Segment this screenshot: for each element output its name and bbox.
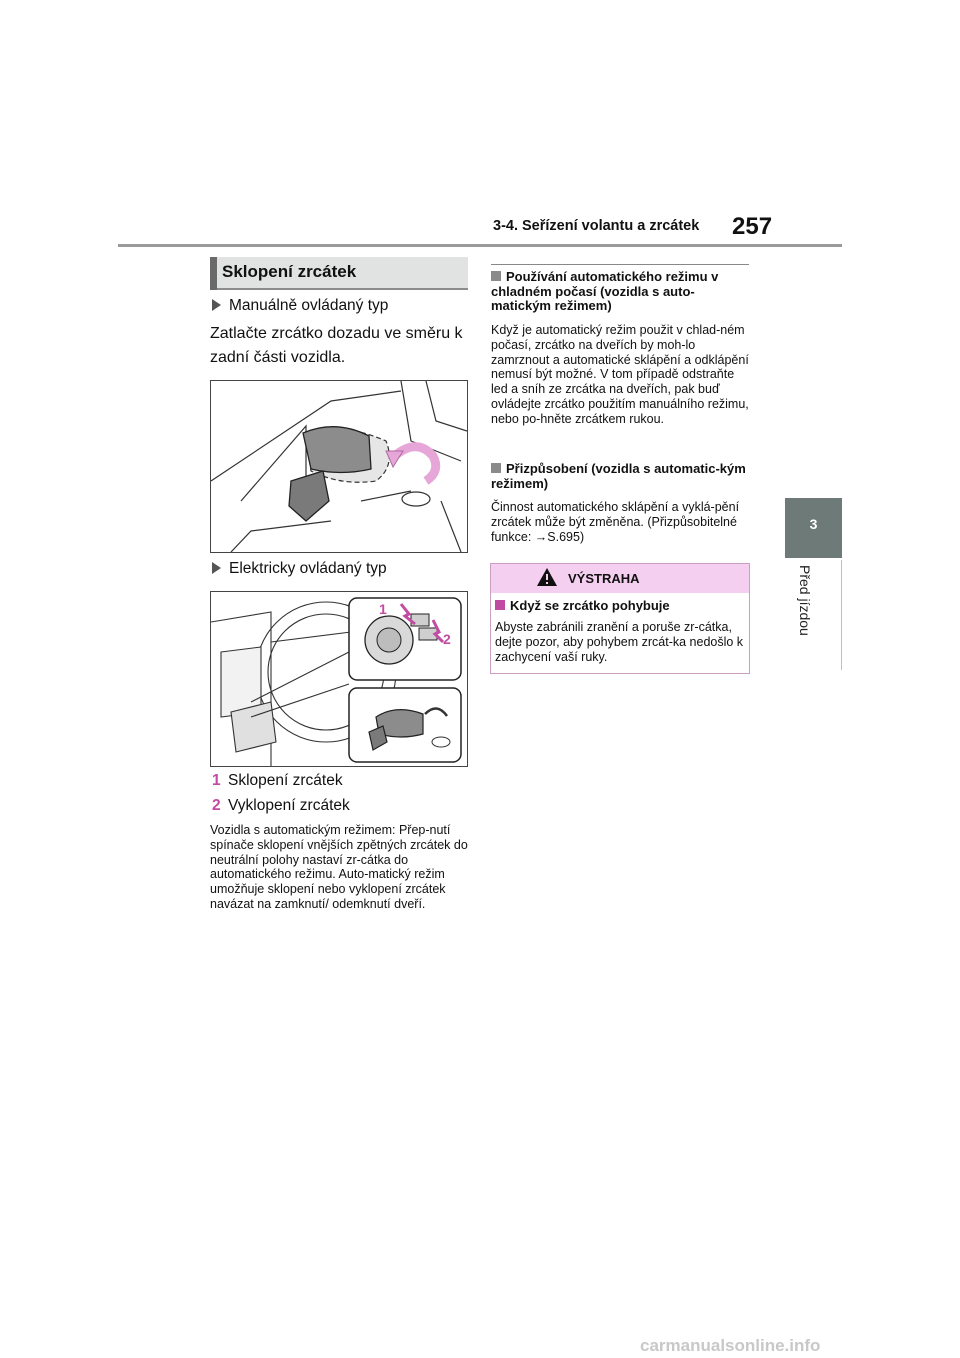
callout-2: 2 [443,631,451,647]
item-text: Vyklopení zrcátek [228,797,350,814]
triangle-bullet-icon [212,299,221,311]
list-item [212,772,343,790]
square-bullet-icon [491,463,501,473]
chapter-number: 3 [809,516,818,532]
item-number: 1 [212,772,221,789]
section-title-accent [210,257,217,290]
electric-switch-drawing [211,592,467,766]
manual-type-text: Manuálně ovládaný typ [229,297,389,314]
warning-body: Abyste zabránili zranění a poruše zr-cátka, dejte pozor, aby pohybem zrcát-ka nedošlo k zachycení vaší ruky. [495,620,744,664]
cold-weather-heading [491,270,753,314]
warning-triangle-icon [536,567,558,587]
cold-weather-body: Když je automatický režim použit v chlad-ném počasí, zrcátko na dveřích by moh-lo zamrznout a automatické sklápění a odklápění nemusí být možné. V tom případě odstraňte led a sníh ze zrcátka na dveřích, pak buď ovládejte zrcátko použitím manuálního režimu, nebo po-hněte zrcátkem rukou. [491,323,749,426]
electric-type-label [212,560,387,578]
manual-mirror-drawing [211,381,467,552]
section-title: Sklopení zrcátek [222,262,357,281]
running-header-section: 3-4. Seřízení volantu a zrcátek [493,218,700,234]
electric-type-text: Elektricky ovládaný typ [229,560,387,577]
customization-heading-text: Přizpůsobení (vozidla s automatic-kým režimem) [491,461,746,491]
callout-1: 1 [379,601,387,617]
page-number: 257 [732,213,773,240]
chapter-name: Před jízdou [797,565,813,636]
square-bullet-icon [491,271,501,281]
triangle-bullet-icon [212,562,221,574]
square-bullet-icon [495,600,505,610]
item-number: 2 [212,797,221,814]
site-watermark: carmanualsonline.info [640,1336,821,1355]
manual-mirror-illustration [210,380,468,553]
auto-mode-note: Vozidla s automatickým režimem: Přep-nutí spínače sklopení vnějších zpětných zrcátek do neutrální polohy nastaví zr-cátka do automatického režimu. Auto-matický režim umožňuje sklopení nebo vyklopení zrcátek navázat na zamknutí/ odemknutí dveří. [210,823,468,911]
customization-body: Činnost automatického sklápění a vyklá-pění zrcátek může být změněna. (Přizpůsobitelné funkce: →S.695) [491,500,740,544]
column-rule [491,264,749,265]
cold-weather-heading-text: Používání automatického režimu v chladném počasí (vozidla s auto-matickým režimem) [491,269,719,313]
item-text: Sklopení zrcátek [228,772,343,789]
manual-type-description: Zatlačte zrcátko dozadu ve směru k zadní části vozidla. [210,325,463,366]
electric-mirror-switch-illustration [210,591,468,767]
warning-subheading-text: Když se zrcátko pohybuje [510,598,670,613]
warning-subheading [495,598,670,613]
customization-heading [491,462,753,491]
warning-title: VÝSTRAHA [568,571,640,586]
manual-type-label [212,297,388,315]
header-rule [118,244,842,247]
list-item [212,797,350,815]
chapter-tab-line [841,560,842,670]
